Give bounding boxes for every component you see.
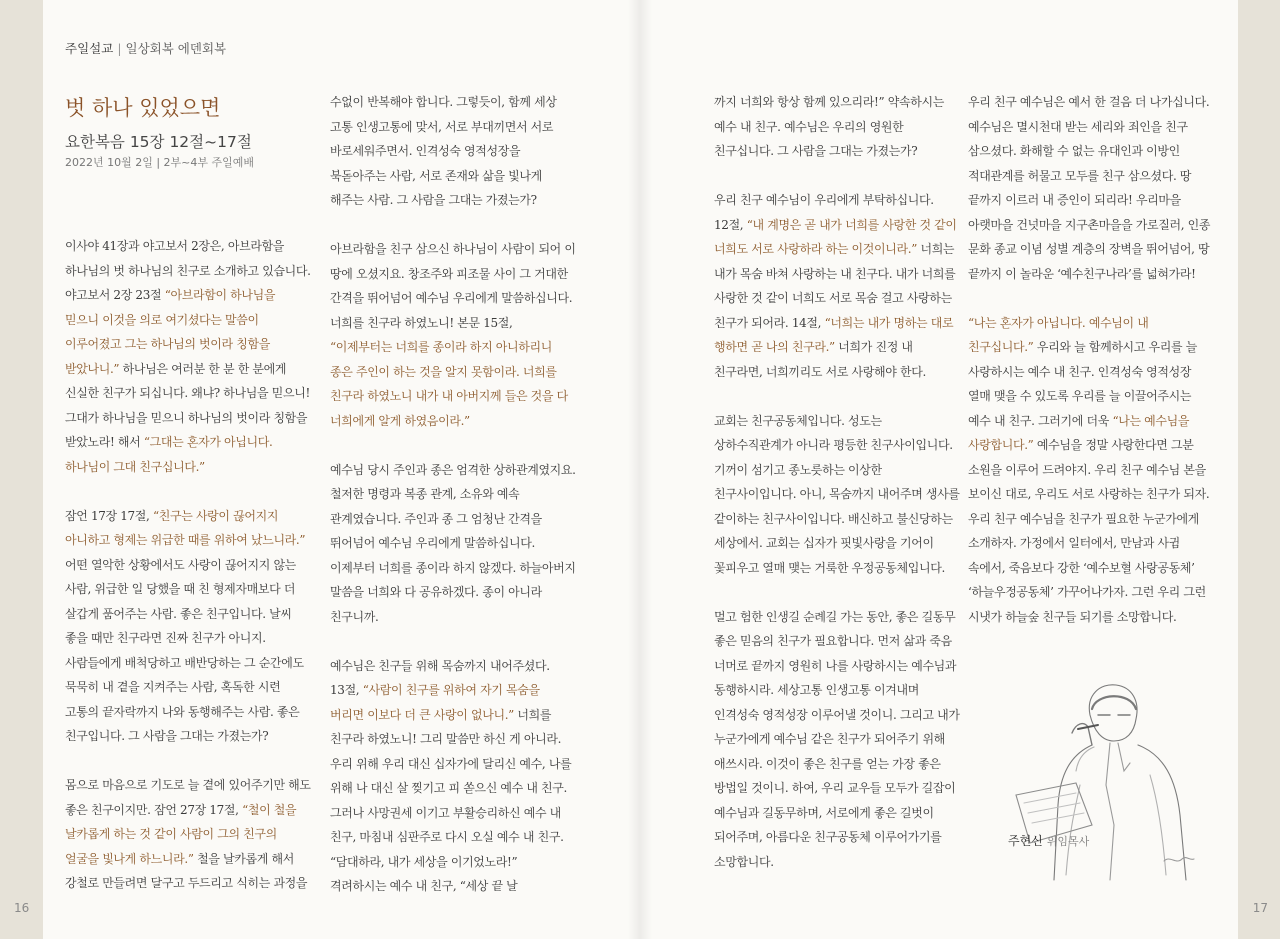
scripture-quote: “그대는 혼자가 아닙니다. 하나님이 그대 친구십니다.” <box>65 435 273 474</box>
page-right <box>640 0 1238 939</box>
page-left <box>43 0 640 939</box>
scripture-quote: “사람이 친구를 위하여 자기 목숨을 버리면 이보다 더 큰 사랑이 없나니.” <box>330 683 540 722</box>
left-outer-margin <box>0 0 43 939</box>
body-text: 수없이 반복해야 합니다. 그렇듯이, 함께 세상 고통 인생고통에 맞서, 서로 부대끼면서 서로 바로세워주면서. 인격성숙 영적성장을 북돋아주는 사람, 서로 존재와 삶을 빛나게 해주는 사람. 그 사람을 그대는 가졌는가? <box>330 95 557 207</box>
scripture-quote: “나는 혼자가 아닙니다. 예수님이 내 친구십니다.” <box>968 315 1149 354</box>
body-text: 철을 날카롭게 해서 강철로 만들려면 달구고 두드리고 식히는 과정을 <box>65 851 308 890</box>
page-number-right: 17 <box>1252 901 1268 915</box>
paragraph <box>714 605 960 875</box>
body-text: 예수님 당시 주인과 종은 엄격한 상하관계였지요. 철저한 명령과 복종 관계, 소유와 예속 관계였습니다. 주인과 종 그 엄청난 간격을 뛰어넘어 예수님 우리에게 말씀하십니다. 이제부터 너희를 종이라 하지 않겠다. 하늘아버지 말씀을 너희와 다 공유하겠다. 종이 아니라 친구니까. <box>330 462 576 624</box>
binding-gutter <box>628 0 652 939</box>
section-label: 주일설교 <box>65 41 114 56</box>
paragraph <box>714 188 960 384</box>
text-column-1 <box>65 234 311 920</box>
paragraph <box>330 654 576 899</box>
body-text: 멀고 험한 인생길 순례길 가는 동안, 좋은 길동무 좋은 믿음의 친구가 필요합니다. 먼저 삶과 죽음 너머로 끝까지 영원히 나를 사랑하시는 예수님과 동행하시라. 세상고통 인생고통 이겨내며 인격성숙 영적성장 이루어낼 것이니. 그리고 내가 누군가에게 예수님 같은 친구가 되어주기 위해 애쓰시라. 이것이 좋은 친구를 얻는 가장 좋은 방법일 것이니. 하여, 우리 교우들 모두가 길잡이 예수님과 길동무하며, 서로에게 좋은 길벗이 되어주며, 아름다운 친구공동체 이루어가기를 소망합니다. <box>714 609 960 869</box>
scripture-quote: “철이 철을 날카롭게 하는 것 같이 사람이 그의 친구의 얼굴을 빛나게 하느니라.” <box>65 802 297 866</box>
scripture-quote: “이제부터는 너희를 종이라 하지 아니하리니 종은 주인이 하는 것을 알지 못함이라. 너희를 친구라 하였노니 내가 내 아버지께 들은 것을 다 너희에게 알게 하였음이라.” <box>330 340 568 428</box>
body-text: 어떤 열악한 상황에서도 사랑이 끊어지지 않는 사람, 위급한 일 당했을 때 친 형제자매보다 더 살갑게 품어주는 사람. 좋은 친구입니다. 날씨 좋을 때만 친구라면 진짜 친구가 아니지. 사람들에게 배척당하고 배반당하는 그 순간에도 묵묵히 내 곁을 지켜주는 사람, 혹독한 시련 고통의 끝자락까지 나와 동행해주는 사람. 좋은 친구입니다. 그 사람을 그대는 가졌는가? <box>65 557 304 743</box>
running-head: 주일설교 | 일상회복 에덴회복 <box>65 41 227 56</box>
scripture-quote: “아브라함이 하나님을 믿으니 이것을 의로 여기셨다는 말씀이 이루어졌고 그는 하나님의 벗이라 칭함을 받았나니.” <box>65 288 276 376</box>
body-text: 까지 너희와 항상 함께 있으리라!” 약속하시는 예수 내 친구. 예수님은 우리의 영원한 친구십니다. 그 사람을 그대는 가졌는가? <box>714 95 944 158</box>
text-column-4 <box>968 90 1214 654</box>
author-name: 주현신 <box>1008 834 1043 848</box>
body-text: 교회는 친구공동체입니다. 성도는 상하수직관계가 아니라 평등한 친구사이입니다. 기꺼이 섬기고 종노릇하는 이상한 친구사이입니다. 아니, 목숨까지 내어주며 생사를 같이하는 친구사이입니다. 배신하고 불신당하는 세상에서. 교회는 십자가 핏빛사랑을 기어이 꽃피우고 열매 맺는 거룩한 우정공동체입니다. <box>714 413 960 575</box>
page-number-left: 16 <box>14 901 30 915</box>
scripture-quote: “친구는 사랑이 끊어지지 아니하고 형제는 위급한 때를 위하여 났느니라.” <box>65 508 306 547</box>
paragraph <box>968 311 1214 630</box>
body-text: 이사야 41장과 야고보서 2장은, 아브라함을 하나님의 벗 하나님의 친구로 소개하고 있습니다. 야고보서 2장 23절 <box>65 239 311 302</box>
text-column-2 <box>330 90 576 923</box>
paragraph <box>714 90 960 164</box>
paragraph <box>65 234 311 479</box>
service-date: 2022년 10월 2일 | 2부~4부 주일예배 <box>65 156 255 169</box>
body-text: 예수님을 정말 사랑한다면 그분 소원을 이루어 드려야지. 우리 친구 예수님 본을 보이신 대로, 우리도 서로 사랑하는 친구가 되자. 우리 친구 예수님을 친구가 필요한 누군가에게 소개하자. 가정에서 일터에서, 만남과 사귐 속에서, 죽음보다 강한 ‘예수보혈 사랑공동체’ ‘하늘우정공동체’ 가꾸어나가자. 그런 우리 그런 시냇가 하늘숲 친구들 되기를 소망합니다. <box>968 438 1210 624</box>
body-text: 너희가 진정 내 친구라면, 너희끼리도 서로 사랑해야 한다. <box>714 340 926 379</box>
body-text: 너희는 내가 목숨 바쳐 사랑하는 내 친구다. 내가 너희를 사랑한 것 같이 너희도 서로 목숨 걸고 사랑하는 친구가 되어라. 14절, <box>714 242 956 330</box>
paragraph <box>968 90 1214 286</box>
paragraph <box>330 458 576 630</box>
paragraph <box>714 409 960 581</box>
body-text: 몸으로 마음으로 기도로 늘 곁에 있어주기만 해도 좋은 친구이지만. 잠언 27장 17절, <box>65 778 311 817</box>
sermon-title: 벗 하나 있었으면 <box>65 96 221 120</box>
pastor-sketch-icon <box>980 675 1230 885</box>
scripture-quote: “나는 예수님을 사랑합니다.” <box>968 413 1190 452</box>
right-outer-margin <box>1238 0 1280 939</box>
paragraph <box>330 237 576 433</box>
body-text: 하나님은 여러분 한 분 한 분에게 신실한 친구가 되십니다. 왜냐? 하나님을 믿으니! 그대가 하나님을 믿으니 하나님의 벗이라 칭함을 받았노라! 해서 <box>65 361 310 449</box>
body-text: 아브라함을 친구 삼으신 하나님이 사람이 되어 이 땅에 오셨지요. 창조주와 피조물 사이 그 거대한 간격을 뛰어넘어 예수님 우리에게 말씀하십니다. 너희를 친구라 하였노니! 본문 15절, <box>330 242 576 330</box>
paragraph <box>65 504 311 749</box>
body-text: 우리 친구 예수님은 예서 한 걸음 더 나가십니다. 예수님은 멸시천대 받는 세리와 죄인을 친구 삼으셨다. 화해할 수 없는 유대인과 이방인 적대관계를 허물고 모두를 친구 삼으셨다. 땅 끝까지 이르러 내 증인이 되리라! 우리마을 아랫마을 건넛마을 지구촌마을을 가로질러, 인종 문화 종교 이념 성별 계층의 장벽을 뛰어넘어, 땅 끝까지 이 놀라운 ‘예수친구나라’를 넓혀가라! <box>968 95 1211 281</box>
body-text: 너희를 친구라 하였노니! 그리 말씀만 하신 게 아니라. 우리 위해 우리 대신 십자가에 달리신 예수, 나를 위해 나 대신 살 찢기고 피 쏟으신 예수 내 친구. 그러나 사망권세 이기고 부활승리하신 예수 내 친구, 마침내 심판주로 다시 오실 예수 내 친구. “담대하라, 내가 세상을 이기었노라!” 격려하시는 예수 내 친구, “세상 끝 날 <box>330 707 572 893</box>
paragraph <box>65 773 311 896</box>
author-role: 위임목사 <box>1046 835 1090 848</box>
body-text: 예수님은 친구들 위해 목숨까지 내어주셨다. 13절, <box>330 658 550 697</box>
body-text: 잠언 17장 17절, <box>65 508 153 523</box>
scripture-quote: “내 계명은 곧 내가 너희를 사랑한 것 같이 너희도 서로 사랑하라 하는 이것이니라.” <box>714 217 957 256</box>
body-text: 우리 친구 예수님이 우리에게 부탁하십니다. 12절, <box>714 193 934 232</box>
scripture-passage: 요한복음 15장 12절~17절 <box>65 133 252 151</box>
body-text: 우리와 늘 함께하시고 우리를 늘 사랑하시는 예수 내 친구. 인격성숙 영적성장 열매 맺을 수 있도록 우리를 늘 이끌어주시는 예수 내 친구. 그러기에 더욱 <box>968 340 1197 428</box>
section-subtitle: 일상회복 에덴회복 <box>125 41 227 56</box>
author-illustration <box>980 675 1230 885</box>
paragraph <box>330 90 576 213</box>
scripture-quote: “너희는 내가 명하는 대로 행하면 곧 나의 친구라.” <box>714 315 954 354</box>
author-byline <box>1008 832 1089 849</box>
text-column-3 <box>714 90 960 899</box>
